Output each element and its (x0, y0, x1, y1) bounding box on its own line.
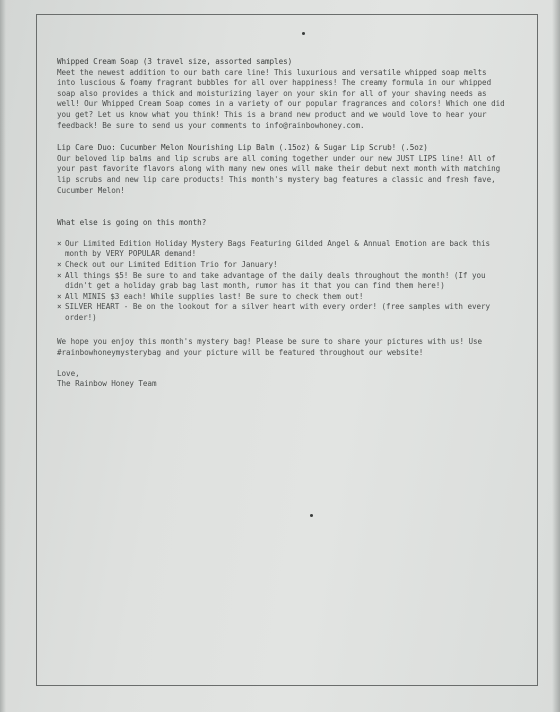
soap-heading: Whipped Cream Soap (3 travel size, assorted samples) (57, 57, 293, 66)
bullet-x-icon: × (57, 259, 62, 269)
ink-dot-bottom (310, 514, 313, 517)
lip-heading: Lip Care Duo: Cucumber Melon Nourishing Lip Balm (.15oz) & Sugar Lip Scrub! (.5oz) (57, 143, 428, 153)
ink-dot-top (302, 32, 305, 35)
lip-body: Our beloved lip balms and lip scrubs are all coming together under our new JUST LIPS line! All of your past favorite flavors along with many new ones will make their debut next month with matching lip scrubs and new lip care products! This month's mystery bag features a classic and fresh fave, Cucumber Melon! (57, 153, 501, 195)
whats-else-section (57, 218, 507, 323)
soap-body: Meet the newest addition to our bath care line! This luxurious and versatile whipped soap melts into luscious & foamy fragrant bubbles for all over happiness! The creamy formula in our whipped soap also provides a thick and moisturizing layer on your skin for all of your shaving needs as well! Our Whipped Cream Soap comes in a variety of our popular fragrances and colors! Which one did you get? Let us know what you think! This is a brand new product and we would love to hear your feedback! Be sure to send us your comments to info@rainbowhoney.com. (57, 67, 505, 130)
closing-section (57, 337, 507, 389)
list-item: × All things $5! Be sure to and take advantage of the daily deals throughout the month! (If you didn't get a holiday grab bag last month, rumor has it that you can find them here!) (57, 270, 486, 291)
list-item: × Check out our Limited Edition Trio for January! (57, 259, 278, 269)
closing-body: We hope you enjoy this month's mystery bag! Please be sure to share your pictures with us! Use #rainbowhoneymysterybag and your picture will be featured throughout our website! (57, 337, 483, 358)
letter-content (57, 57, 507, 402)
bullet-x-icon: × (57, 238, 62, 248)
signoff: Love, (57, 368, 80, 378)
bullet-x-icon: × (57, 302, 62, 312)
paper-edge-shadow-right (552, 0, 560, 712)
list-item: × All MINIS $3 each! While supplies last! Be sure to check them out! (57, 291, 364, 301)
list-item: × SILVER HEART - Be on the lookout for a silver heart with every order! (free samples with every order!) (57, 302, 491, 322)
signature: The Rainbow Honey Team (57, 379, 157, 389)
bullet-x-icon: × (57, 291, 62, 301)
whats-else-list (57, 239, 507, 324)
lip-section (57, 143, 507, 196)
bullet-x-icon: × (57, 270, 62, 280)
whats-else-heading: What else is going on this month? (57, 218, 207, 228)
soap-section (57, 57, 507, 131)
paper-edge-shadow-left (0, 0, 6, 712)
list-item: × Our Limited Edition Holiday Mystery Bags Featuring Gilded Angel & Annual Emotion are back this month by VERY POPULAR demand! (57, 238, 491, 259)
